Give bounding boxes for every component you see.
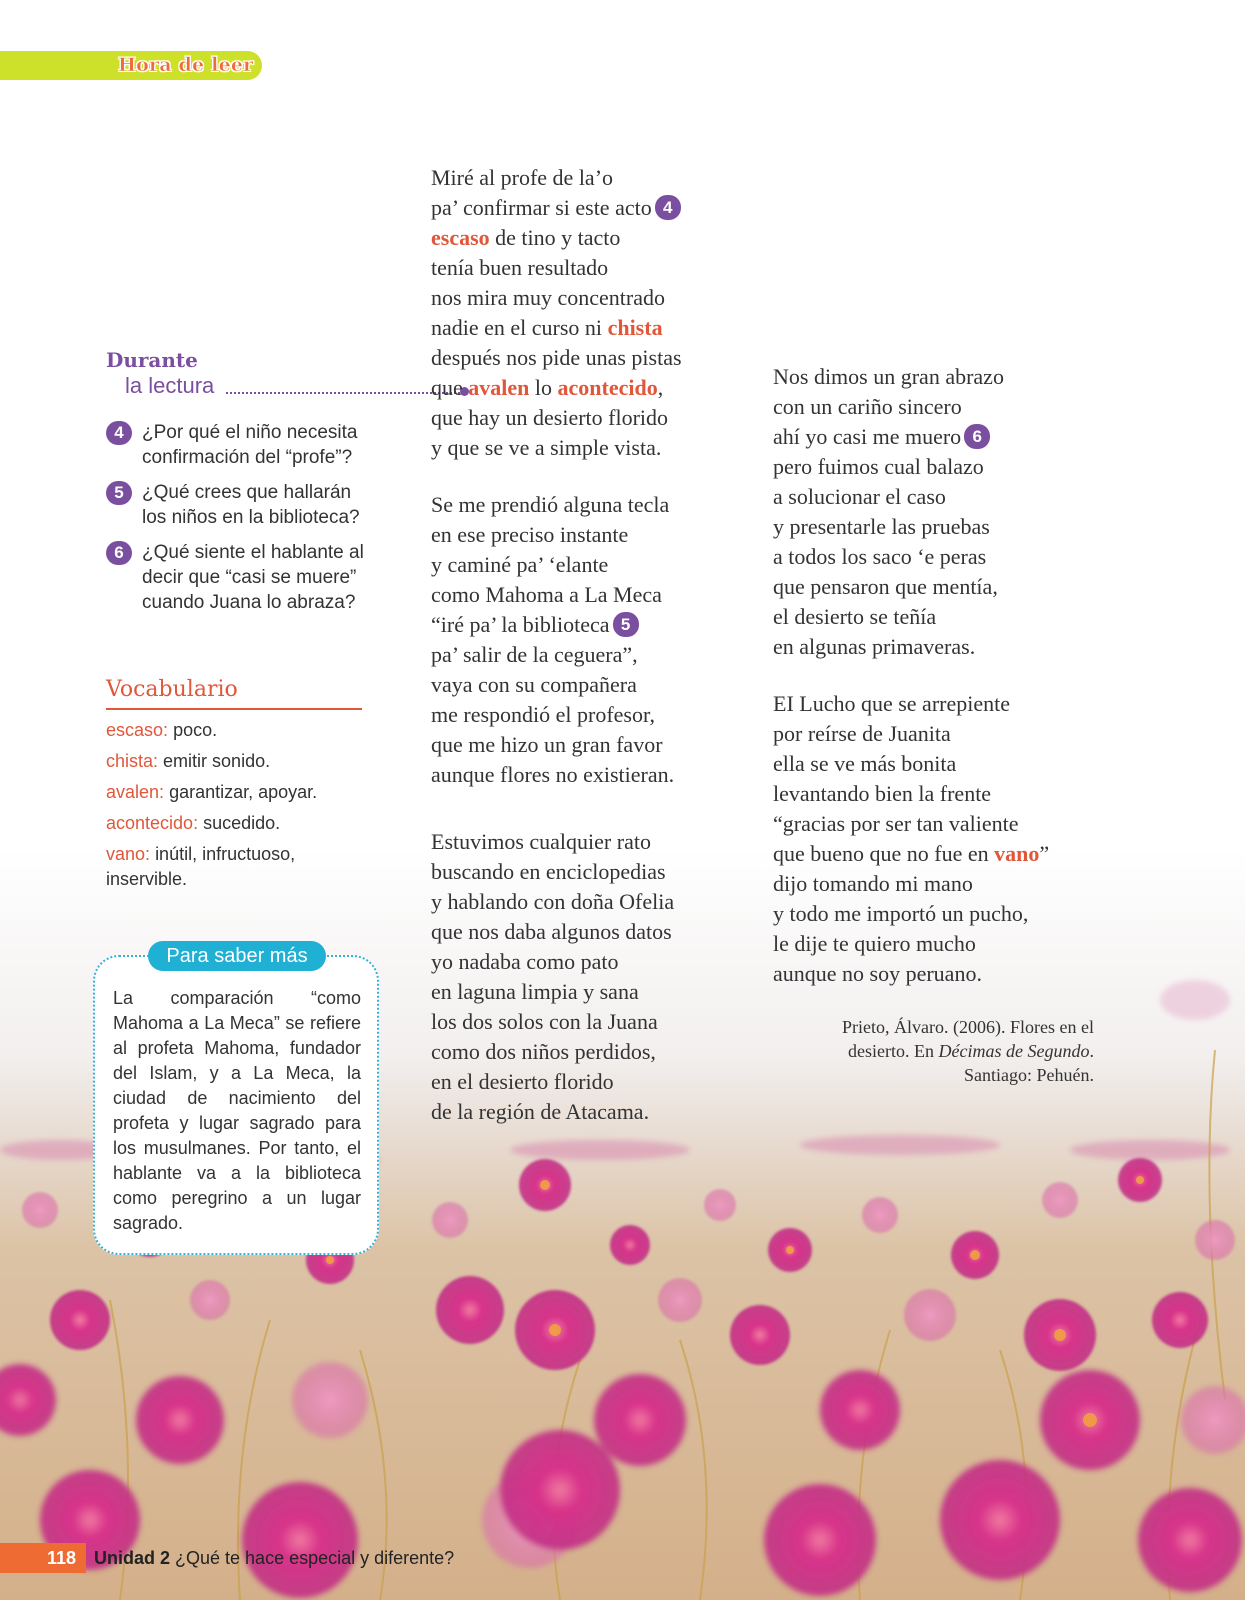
poem-line: en el desierto florido — [431, 1069, 614, 1094]
poem-line — [431, 373, 731, 403]
citation — [760, 1015, 1094, 1087]
question-marker-badge: 6 — [964, 424, 990, 449]
vocabulary-term: avalen: — [106, 782, 165, 802]
poem-stanza — [773, 362, 1113, 662]
vocabulary-list — [106, 718, 362, 892]
poem-line-text: , — [657, 375, 664, 400]
poem-line: dijo tomando mi mano — [773, 871, 973, 896]
section-tab — [0, 51, 262, 80]
citation-line: Santiago: Pehuén. — [964, 1065, 1094, 1085]
poem-line: en laguna limpia y sana — [431, 979, 639, 1004]
poem-line: y caminé pa’ ‘elante — [431, 552, 609, 577]
poem-stanza — [431, 163, 731, 463]
vocabulary-term: vano: — [106, 844, 151, 864]
poem-line: que nos daba algunos datos — [431, 919, 672, 944]
poem-line: aunque no soy peruano. — [773, 961, 982, 986]
poem-line: ella se ve más bonita — [773, 751, 957, 776]
poem-line-text: ahí yo casi me muero — [773, 424, 962, 449]
vocab-highlight: escaso — [431, 225, 490, 250]
poem-line: a todos los saco ‘e peras — [773, 544, 987, 569]
poem-line: que pensaron que mentía, — [773, 574, 998, 599]
poem-line: y hablando con doña Ofelia — [431, 889, 675, 914]
vocabulary-definition: inútil, infructuoso, inservible. — [106, 844, 296, 889]
poem-line-text: nadie en el curso ni — [431, 315, 608, 340]
citation-line: Prieto, Álvaro. (2006). Flores en el — [842, 1017, 1094, 1037]
poem-line: EI Lucho que se arrepiente — [773, 691, 1010, 716]
question-marker-badge: 4 — [655, 195, 681, 220]
poem-line: nos mira muy concentrado — [431, 285, 665, 310]
poem-line-text: “iré pa’ la biblioteca — [431, 612, 610, 637]
poem-line-text: de tino y tacto — [489, 225, 621, 250]
question-text: ¿Qué crees que hallarán los niños en la biblioteca? — [142, 482, 360, 528]
question-number-badge: 6 — [106, 541, 132, 565]
vocabulary-definition: poco. — [173, 720, 218, 740]
during-reading-title: Durante — [106, 348, 198, 372]
poem-line: Se me prendió alguna tecla — [431, 492, 670, 517]
poem-line — [431, 223, 731, 253]
poem-line: buscando en enciclopedias — [431, 859, 666, 884]
poem-line-text: ” — [1039, 841, 1050, 866]
poem-line: y todo me importó un pucho, — [773, 901, 1029, 926]
vocabulary-term: escaso: — [106, 720, 169, 740]
question-number-badge: 5 — [106, 481, 132, 505]
poem-line: en algunas primaveras. — [773, 634, 976, 659]
poem-line: aunque flores no existieran. — [431, 762, 675, 787]
poem-line: por reírse de Juanita — [773, 721, 951, 746]
question-marker-badge: 5 — [613, 612, 639, 637]
vocabulary-definition: sucedido. — [203, 813, 281, 833]
citation-text: desierto. En — [848, 1041, 939, 1061]
vocab-highlight: chista — [607, 315, 663, 340]
poem-line: pero fuimos cual balazo — [773, 454, 984, 479]
vocabulary-item — [106, 811, 362, 836]
during-reading-box — [106, 348, 368, 625]
poem-line: en ese preciso instante — [431, 522, 629, 547]
during-reading-subtitle: la lectura — [125, 373, 215, 398]
citation-line — [760, 1039, 1094, 1063]
poem-line: y que se ve a simple vista. — [431, 435, 662, 460]
vocabulary-item — [106, 749, 362, 774]
vocab-highlight: acontecido — [557, 375, 658, 400]
question-item — [106, 540, 370, 615]
poem-line: “gracias por ser tan valiente — [773, 811, 1019, 836]
poem-line: tenía buen resultado — [431, 255, 609, 280]
vocabulary-term: acontecido: — [106, 813, 199, 833]
poem-line: Miré al profe de la’o — [431, 165, 614, 190]
poem-line — [773, 422, 1113, 452]
during-reading-subtitle-row — [106, 372, 368, 400]
poem-line — [431, 313, 731, 343]
poem-line: con un cariño sincero — [773, 394, 962, 419]
info-box-text: La comparación “como Mahoma a La Meca” se refiere al profeta Mahoma, fundador del Islam, y a La Meca, la ciudad de nacimiento del profeta y lugar sagrado para los musulmanes. Por tanto, el hablante va a la biblioteca como peregrino a un lugar sagrado. — [113, 988, 361, 1233]
vocab-highlight: avalen — [468, 375, 530, 400]
poem-column-2 — [773, 362, 1113, 989]
poem-line: y presentarle las pruebas — [773, 514, 990, 539]
footer-title: ¿Qué te hace especial y diferente? — [170, 1548, 455, 1568]
poem-line: le dije te quiero mucho — [773, 931, 976, 956]
question-list — [106, 420, 368, 615]
poem-line: como Mahoma a La Meca — [431, 582, 662, 607]
poem-line: a solucionar el caso — [773, 484, 946, 509]
question-number-badge: 4 — [106, 421, 132, 445]
poem-line: de la región de Atacama. — [431, 1099, 650, 1124]
citation-text: . — [1089, 1041, 1094, 1061]
poem-line-text: que — [431, 375, 469, 400]
section-tab-label: Hora de leer — [118, 54, 254, 76]
poem-line — [431, 610, 731, 640]
poem-line — [431, 193, 731, 223]
vocabulary-definition: garantizar, apoyar. — [169, 782, 318, 802]
poem-line — [773, 839, 1113, 869]
poem-line: el desierto se teñía — [773, 604, 937, 629]
page-number: 118 — [0, 1543, 86, 1573]
poem-line-text: lo — [529, 375, 558, 400]
question-text: ¿Por qué el niño necesita confirmación del “profe”? — [142, 422, 358, 468]
poem-line: Nos dimos un gran abrazo — [773, 364, 1004, 389]
question-item — [106, 480, 370, 530]
citation-book-title: Décimas de Segundo — [938, 1041, 1090, 1061]
footer-unit-title — [94, 1547, 454, 1569]
vocabulary-definition: emitir sonido. — [163, 751, 271, 771]
poem-stanza — [773, 689, 1113, 989]
vocabulary-item — [106, 718, 362, 743]
question-text: ¿Qué siente el hablante al decir que “casi se muere” cuando Juana lo abraza? — [142, 542, 364, 613]
poem-line: como dos niños perdidos, — [431, 1039, 656, 1064]
dotted-leader — [226, 392, 464, 394]
vocabulary-term: chista: — [106, 751, 159, 771]
poem-line: vaya con su compañera — [431, 672, 637, 697]
poem-line: yo nadaba como pato — [431, 949, 619, 974]
poem-line: me respondió el profesor, — [431, 702, 655, 727]
vocabulary-item — [106, 842, 362, 892]
vocabulary-item — [106, 780, 362, 805]
poem-line: pa’ salir de la ceguera”, — [431, 642, 638, 667]
info-box-title: Para saber más — [148, 941, 326, 971]
vocab-highlight: vano — [994, 841, 1040, 866]
poem-stanza — [431, 490, 731, 790]
poem-line: los dos solos con la Juana — [431, 1009, 658, 1034]
poem-column-1 — [431, 163, 731, 1127]
vocabulary-box — [106, 676, 362, 898]
vocabulary-title: Vocabulario — [106, 676, 362, 710]
footer-unit: Unidad 2 — [94, 1548, 171, 1568]
poem-line: que hay un desierto florido — [431, 405, 669, 430]
poem-line: que me hizo un gran favor — [431, 732, 663, 757]
poem-stanza — [431, 827, 731, 1127]
poem-line: después nos pide unas pistas — [431, 345, 682, 370]
poem-line-text: que bueno que no fue en — [773, 841, 995, 866]
poem-line-text: pa’ confirmar si este acto — [431, 195, 652, 220]
question-item — [106, 420, 370, 470]
poem-line: levantando bien la frente — [773, 781, 992, 806]
poem-line: Estuvimos cualquier rato — [431, 829, 651, 854]
